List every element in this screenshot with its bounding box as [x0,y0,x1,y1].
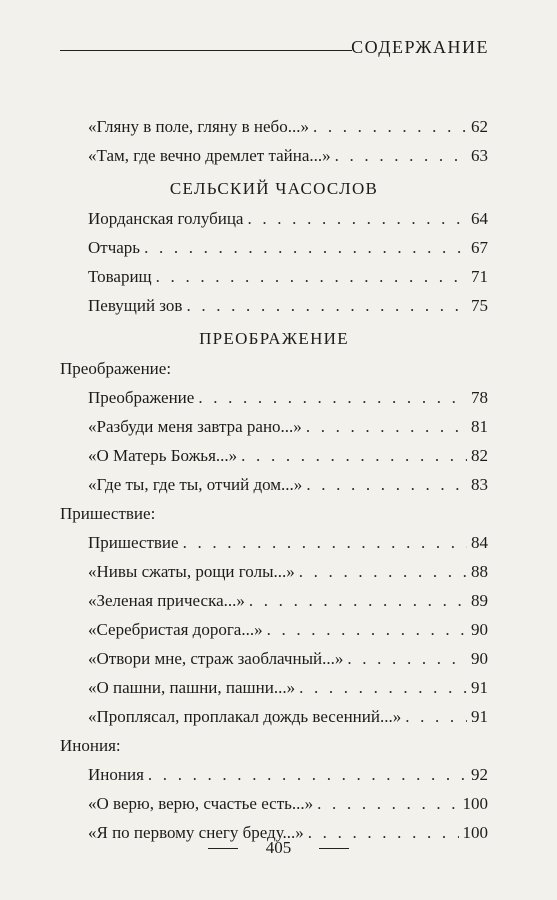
toc-leader-dots [241,441,467,470]
subsection-label: Преображение: [60,359,172,378]
toc-entry-page: 83 [471,475,488,494]
toc-entry-title: «Нивы сжаты, рощи голы...» [88,562,295,581]
toc-entry-page: 91 [471,678,488,697]
toc-leader-dots [306,412,467,441]
toc-entry-title: Иорданская голубица [88,209,244,228]
page-number: 405 [265,838,292,857]
toc-entry [60,233,488,262]
toc-entry-page: 67 [471,238,488,257]
toc-entry-page: 92 [471,765,488,784]
toc-entry-title: «Где ты, где ты, отчий дом...» [88,475,303,494]
toc-leader-dots [247,204,467,233]
toc-entry [60,112,488,141]
toc-entry-page: 88 [471,562,488,581]
toc-entry-title: Товарищ [88,267,152,286]
toc-entry-title: «Зеленая прическа...» [88,591,245,610]
toc-entry-title: «Я по первому снегу бреду...» [88,823,304,842]
toc-entry-page: 89 [471,591,488,610]
toc-entry-title: Преображение [88,388,195,407]
toc-leader-dots [299,557,467,586]
toc-entry-page: 91 [471,707,488,726]
toc-entry-page: 81 [471,417,488,436]
toc-entry-title: «Разбуди меня завтра рано...» [88,417,302,436]
toc-leader-dots [347,644,467,673]
toc-entry-page: 78 [471,388,488,407]
toc-entry [60,586,488,615]
toc-entry [60,702,488,731]
toc-entry-title: «Проплясал, проплакал дождь весенний...» [88,707,402,726]
toc-entry [60,644,488,673]
toc-entry-page: 100 [462,794,488,813]
toc-leader-dots [313,112,467,141]
toc-entry-page: 63 [471,146,488,165]
toc-entry-page: 100 [462,823,488,842]
toc-entry [60,291,488,320]
toc-entry-page: 71 [471,267,488,286]
toc-leader-dots [299,673,467,702]
toc-entry-title: Инония [88,765,144,784]
toc-leader-dots [249,586,467,615]
toc-entry-page: 82 [471,446,488,465]
section-heading: СЕЛЬСКИЙ ЧАСОСЛОВ [169,179,379,198]
section-heading: ПРЕОБРАЖЕНИЕ [199,329,349,348]
toc-leader-dots [148,760,467,789]
toc-leader-dots [156,262,467,291]
toc-entry [60,615,488,644]
toc-entry [60,141,488,170]
toc-entry [60,528,488,557]
toc-entry-title: Отчарь [88,238,141,257]
subsection-label: Инония: [60,736,121,755]
toc-entry-title: Певущий зов [88,296,183,315]
toc-leader-dots [317,789,458,818]
toc-entry [60,204,488,233]
toc-entry [60,441,488,470]
toc-entry-title: «Серебристая дорога...» [88,620,263,639]
footer-dash-left [208,848,238,849]
toc-entry [60,412,488,441]
header-rule [60,50,352,51]
toc-entry-title: Пришествие [88,533,179,552]
toc-entry [60,789,488,818]
toc-leader-dots [198,383,467,412]
toc-entry-page: 84 [471,533,488,552]
toc-entry-title: «Гляну в поле, гляну в небо...» [88,117,309,136]
toc-entry-title: «О пашни, пашни, пашни...» [88,678,296,697]
toc-entry [60,557,488,586]
toc-leader-dots [335,141,467,170]
toc-entry [60,383,488,412]
toc-entry [60,673,488,702]
toc-leader-dots [405,702,467,731]
toc-leader-dots [267,615,467,644]
toc-leader-dots [183,528,467,557]
toc-entry-page: 90 [471,649,488,668]
page-header-title: СОДЕРЖАНИЕ [351,37,489,57]
toc-entry [60,470,488,499]
toc-entry-title: «Там, где вечно дремлет тайна...» [88,146,331,165]
footer-dash-right [319,848,349,849]
subsection-label: Пришествие: [60,504,156,523]
toc-entry-page: 90 [471,620,488,639]
toc-leader-dots [144,233,467,262]
toc-entry-title: «О Матерь Божья...» [88,446,238,465]
toc-entry-page: 62 [471,117,488,136]
toc-entry [60,262,488,291]
page-footer [0,838,557,858]
table-of-contents [60,112,488,847]
toc-leader-dots [306,470,467,499]
toc-entry-page: 75 [471,296,488,315]
toc-entry-title: «Отвори мне, страж заоблачный...» [88,649,344,668]
toc-entry-title: «О верю, верю, счастье есть...» [88,794,314,813]
toc-leader-dots [186,291,467,320]
toc-entry-page: 64 [471,209,488,228]
toc-entry [60,760,488,789]
